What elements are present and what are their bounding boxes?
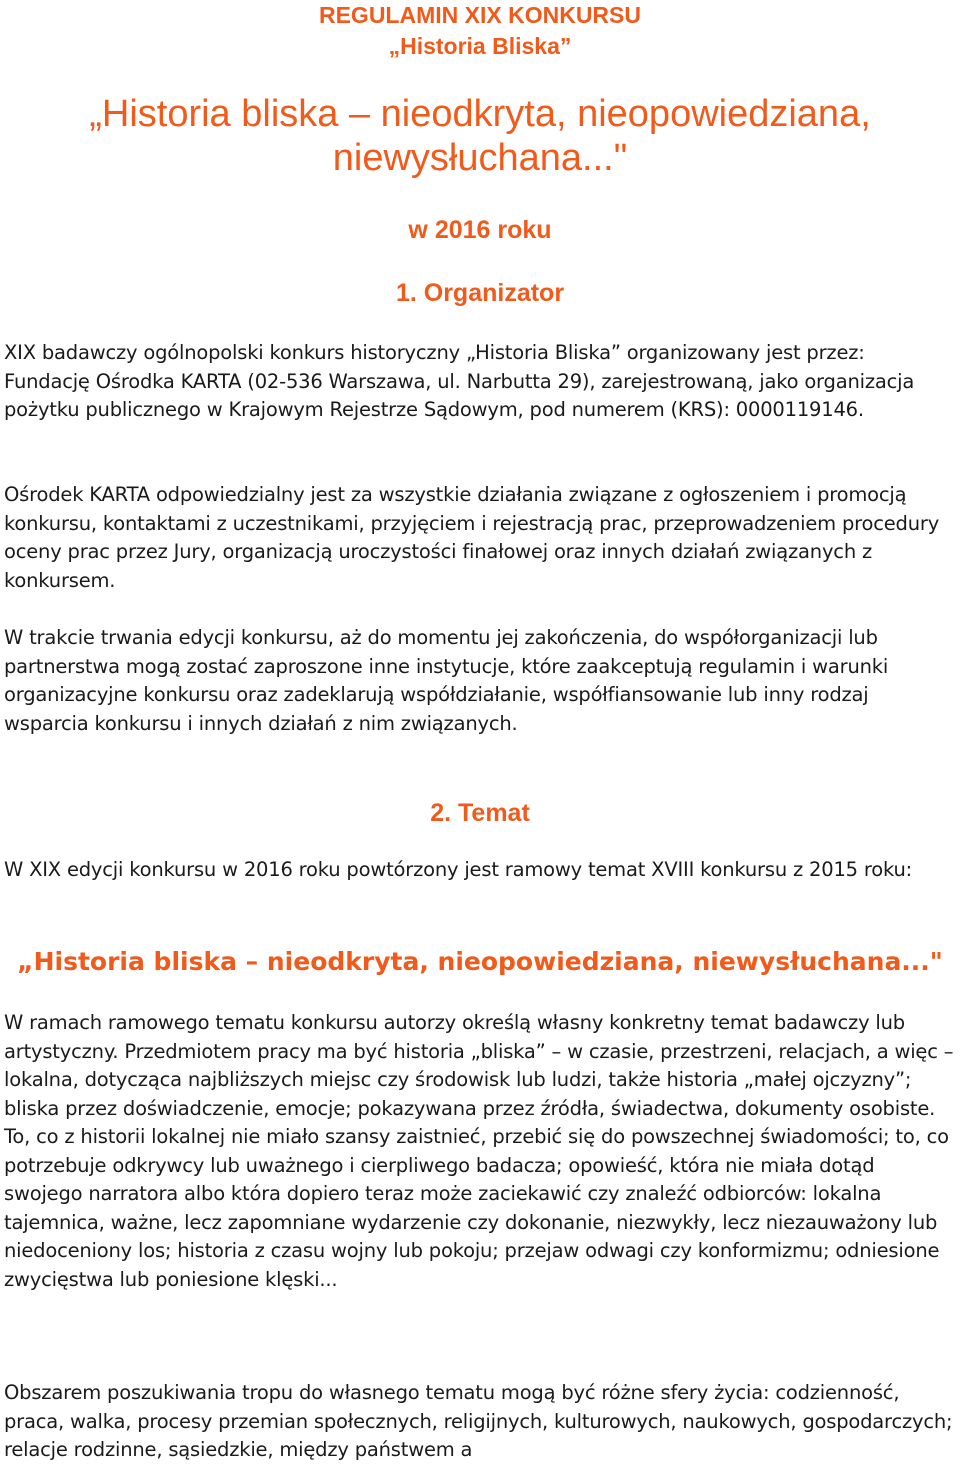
organizer-paragraph: XIX badawczy ogólnopolski konkurs historyczny „Historia Bliska” organizowany jest przez: Fundację Ośrodka KARTA (02-536 Warszawa, ul. Narbutta 29), zarejestrowaną, jako organizacja pożytku publicznego w Krajowym Rejestrze Sądowym, pod numerem (KRS): 0000119146. [4,341,915,421]
regulation-title: REGULAMIN XIX KONKURSU [318,2,641,28]
main-title [0,92,960,180]
section-2-intro [0,856,960,885]
section-2-paragraph-2 [0,1379,960,1465]
section-1-paragraph-3 [0,624,960,738]
search-areas-paragraph: Obszarem poszukiwania tropu do własnego tematu mogą być różne sfery życia: codzienność, praca, walka, procesy przemian społecznych, religijnych, kulturowych, naukowych, gospodarczych; relacje rodzinne, sąsiedzkie, między państwem a [4,1381,953,1461]
year-label: w 2016 roku [408,216,552,244]
competition-name: „Historia Bliska” [388,33,572,59]
section-1-paragraph-2 [0,481,960,595]
main-title-line-1: „Historia bliska – nieodkryta, nieopowiedziana, [89,93,871,135]
section-1-paragraph-1 [0,339,960,425]
theme-intro-paragraph: W XIX edycji konkursu w 2016 roku powtórzony jest ramowy temat XVIII konkursu z 2015 roku: [4,858,912,881]
section-2-theme [0,947,960,977]
section-2-heading [0,798,960,828]
theme-description-paragraph: W ramach ramowego tematu konkursu autorzy określą własny konkretny temat badawczy lub artystyczny. Przedmiotem pracy ma być historia „bliska” – w czasie, przestrzeni, relacjach, a więc – lokalna, dotycząca najbliższych miejsc czy środowisk lub ludzi, także historia „małej ojczyzny”; bliska przez doświadczenie, emocje; pokazywana przez źródła, świadectwa, dokumenty osobiste. To, co z historii lokalnej nie miało szansy zaistnieć, przebić się do powszechnej świadomości; to, co potrzebuje odkrywcy lub uważnego i cierpliwego badacza; opowieść, która nie miała dotąd swojego narratora albo która dopiero teraz może zaciekawić czy znaleźć odbiorców: lokalna tajemnica, ważne, lecz zapomniane wydarzenie czy dokonanie, niezwykły, lecz niezauważony lub niedoceniony los; historia z czasu wojny lub pokoju; przejaw odwagi czy konformizmu; odniesione zwycięstwa lub poniesione klęski... [4,1011,954,1291]
edition-year [0,215,960,245]
section-2-paragraph-1 [0,1009,960,1294]
organizer-heading: 1. Organizator [395,279,565,307]
responsibility-paragraph: Ośrodek KARTA odpowiedzialny jest za wszystkie działania związane z ogłoszeniem i promocją konkursu, kontaktami z uczestnikami, przyjęciem i rejestracją prac, przeprowadzeniem procedury oceny prac przez Jury, organizacją uroczystości finałowej oraz innych działań związanych z konkursem. [4,483,940,592]
theme-heading: 2. Temat [430,799,530,827]
theme-title: „Historia bliska – nieodkryta, nieopowiedziana, niewysłuchana..." [17,947,943,976]
document-header [0,0,960,62]
cooperation-paragraph: W trakcie trwania edycji konkursu, aż do momentu jej zakończenia, do współorganizacji lub partnerstwa mogą zostać zaproszone inne instytucje, które zaakceptują regulamin i warunki organizacyjne konkursu oraz zadeklarują współdziałanie, współfiansowanie lub inny rodzaj wsparcia konkursu i innych działań z nim związanych. [4,626,889,735]
section-1-heading [0,278,960,308]
main-title-line-2: niewysłuchana..." [332,137,628,179]
